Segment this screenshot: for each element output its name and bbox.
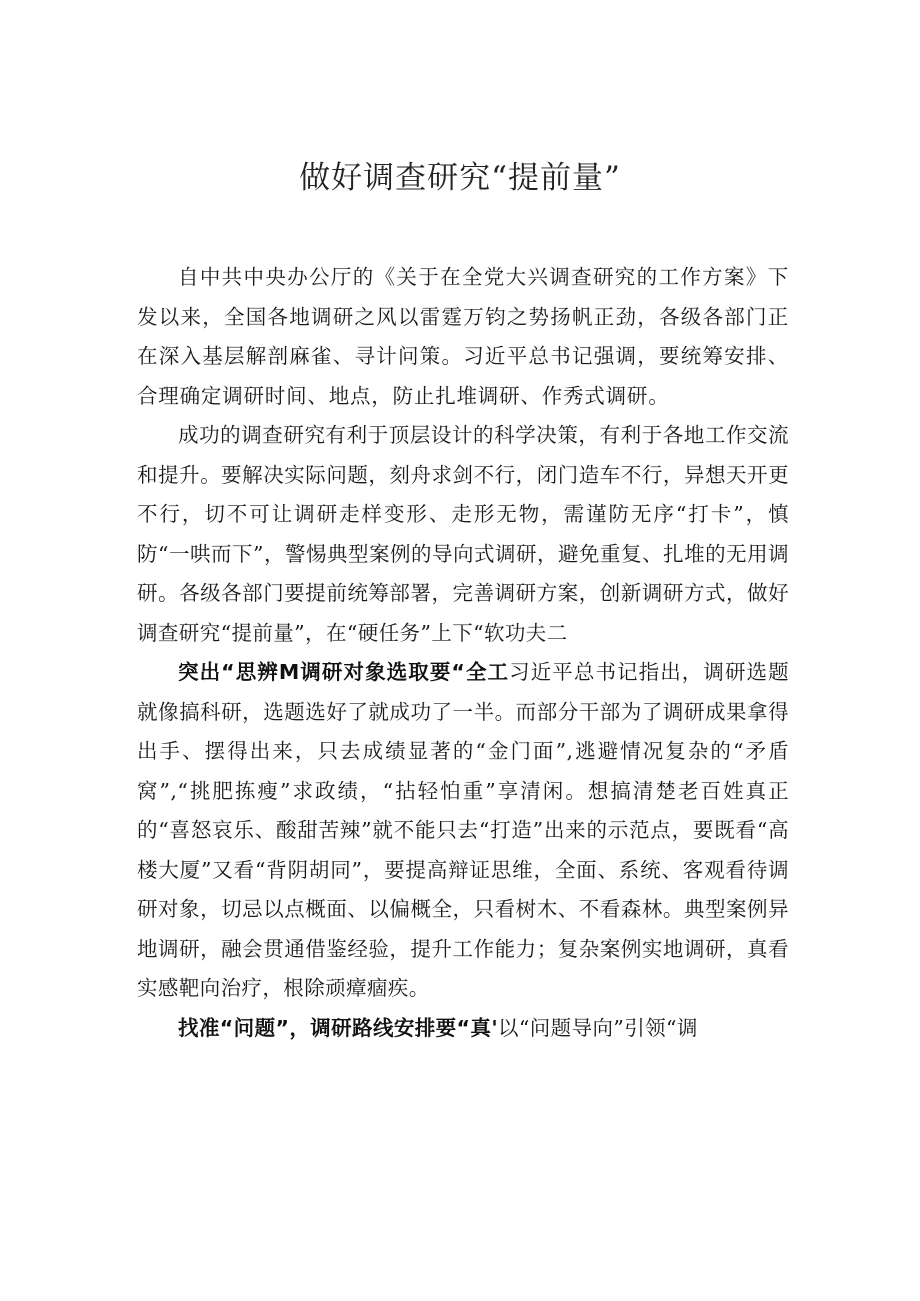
paragraph-lead: 找准“问题”，调研路线安排要“真' [178, 1015, 498, 1040]
paragraph-lead: 突出“思辨M调研对象选取要“全工 [178, 660, 510, 684]
paragraph-text: 自中共中央办公厅的《关于在全党大兴调查研究的工作方案》下发以来，全国各地调研之风以雷霆万钧之势扬帆正劲，各级各部门正在深入基层解剖麻雀、寻计问策。习近平总书记强调，要统筹安排、合理确定调研时间、地点，防止扎堆调研、作秀式调研。 [137, 265, 789, 408]
paragraph [137, 416, 789, 653]
paragraph-text: 成功的调查研究有利于顶层设计的科学决策，有利于各地工作交流和提升。要解决实际问题，刻舟求剑不行，闭门造车不行，异想天开更不行，切不可让调研走样变形、走形无物，需谨防无序“打卡”，慎防“一哄而下”，警惕典型案例的导向式调研，避免重复、扎堆的无用调研。各级各部门要提前统筹部署，完善调研方案，创新调研方式，做好调查研究“提前量”，在“硬任务”上下“软功夫二 [137, 423, 789, 645]
paragraph-text: 以“问题导向”引领“调 [498, 1015, 698, 1040]
document-title: 做好调查研究“提前量” [299, 160, 621, 196]
paragraph [137, 1009, 789, 1049]
paragraph-text: 习近平总书记指出，调研选题就像搞科研，选题选好了就成功了一半。而部分干部为了调研成果拿得出手、摆得出来，只去成绩显著的“金门面”,逃避情况复杂的“矛盾窝”,“挑肥拣瘦”求政绩，“拈轻怕重”享清闲。想搞清楚老百姓真正的“喜怒哀乐、酸甜苦辣”就不能只去“打造”出来的示范点，要既看“高楼大厦”又看“背阴胡同”，要提高辩证思维，全面、系统、客观看待调研对象，切忌以点概面、以偏概全，只看树木、不看森林。典型案例异地调研，融会贯通借鉴经验，提升工作能力；复杂案例实地调研，真看实感靶向治疗，根除顽瘴痼疾。 [137, 660, 790, 1000]
document-body [137, 258, 789, 1048]
paragraph [137, 258, 789, 416]
paragraph [137, 653, 789, 1009]
